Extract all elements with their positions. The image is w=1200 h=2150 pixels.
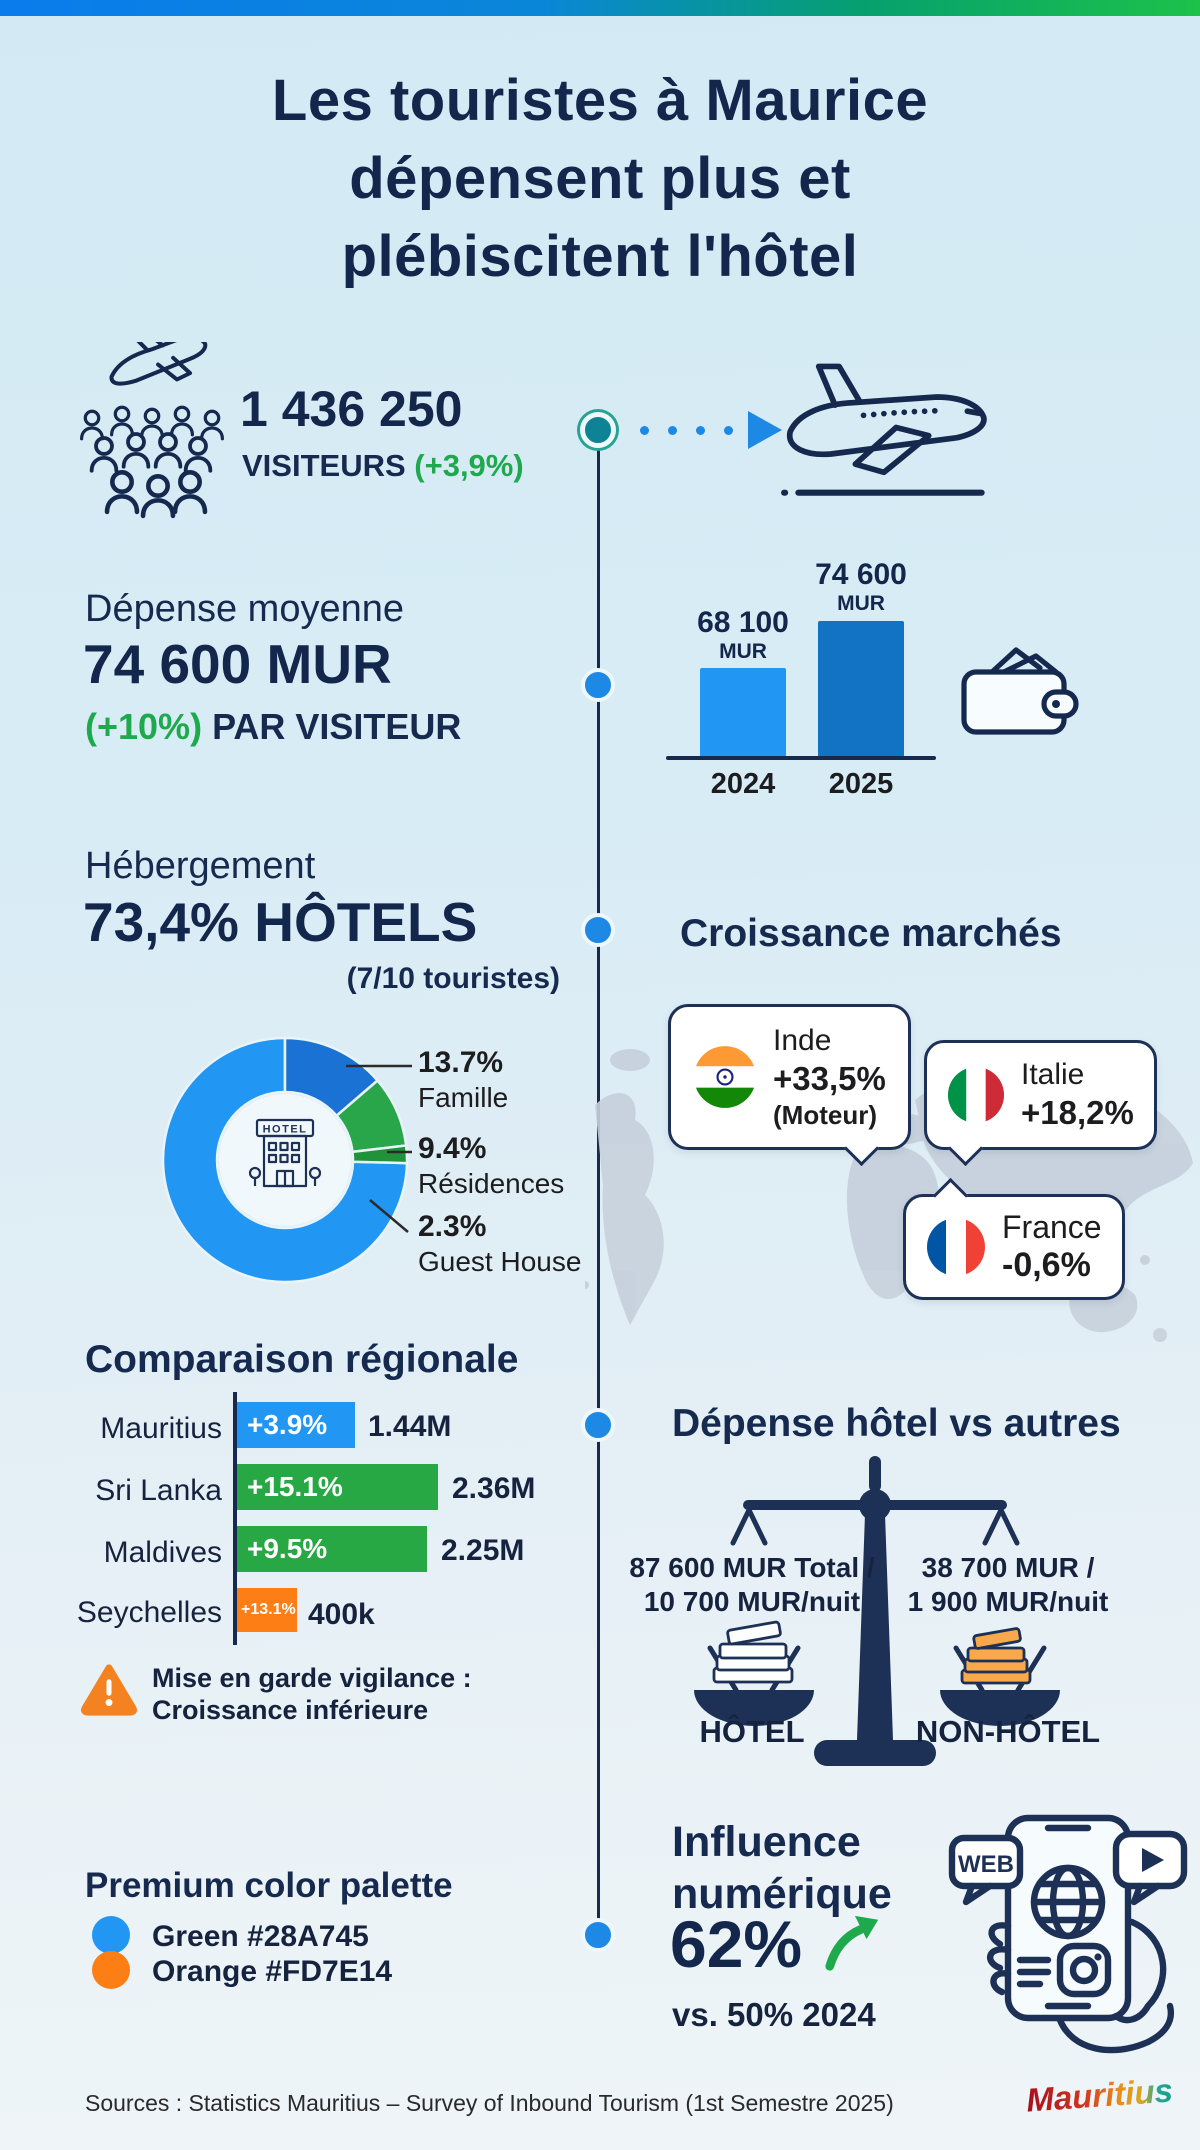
growth-arrow-icon: [822, 1912, 884, 1974]
spend-heading: Dépense moyenne: [85, 588, 404, 630]
bubble-growth: -0,6%: [1002, 1246, 1091, 1284]
mauritius-logo: [1022, 2052, 1192, 2132]
title-line-3: plébiscitent l'hôtel: [341, 224, 859, 289]
scale-left-line1: 87 600 MUR Total /: [629, 1552, 875, 1583]
regional-country: Sri Lanka: [95, 1474, 222, 1507]
market-bubble-france: [903, 1194, 1125, 1300]
regional-bar-maldives: [237, 1526, 427, 1572]
title-line-1: Les touristes à Maurice: [271, 68, 929, 133]
scale-right-line1: 38 700 MUR /: [921, 1552, 1095, 1583]
regional-country: Mauritius: [100, 1412, 222, 1445]
visitor-label-text: VISITEURS: [242, 448, 406, 483]
regional-value: 400k: [308, 1598, 375, 1631]
dotted-path-dot: [668, 426, 677, 435]
scale-left-label: HÔTEL: [699, 1714, 805, 1749]
web-bubble-text: WEB: [958, 1851, 1014, 1878]
crowd-icon: [70, 342, 250, 532]
regional-value: 1.44M: [368, 1410, 452, 1443]
donut-callout-label-famille: Famille: [418, 1082, 509, 1113]
donut-hole: [219, 1094, 351, 1226]
regional-growth: +9.5%: [247, 1533, 328, 1564]
bar-chart-baseline: [666, 756, 936, 760]
scale-heading: Dépense hôtel vs autres: [672, 1402, 1121, 1445]
palette-heading: Premium color palette: [85, 1866, 453, 1905]
bubble-note: (Moteur): [773, 1100, 877, 1130]
palette-swatch-orange: [92, 1951, 130, 1989]
spend-growth-line: [85, 706, 461, 748]
warning-line-1: Mise en garde vigilance :: [152, 1663, 472, 1693]
digital-heading: Influence numérique: [672, 1818, 892, 1918]
regional-bar-mauritius: [237, 1402, 355, 1448]
regional-value: 2.36M: [452, 1472, 536, 1505]
regional-growth: +15.1%: [247, 1471, 343, 1502]
timeline-node-digital: [581, 1918, 615, 1952]
digital-comparison: vs. 50% 2024: [672, 1996, 876, 2033]
bubble-growth: +33,5%: [773, 1060, 886, 1097]
digital-value: 62%: [670, 1907, 803, 1981]
bar-unit-2024: MUR: [719, 640, 767, 663]
market-bubble-india: [668, 1004, 911, 1150]
regional-growth: +13.1%: [241, 1601, 296, 1618]
palette-label-orange: Orange #FD7E14: [152, 1955, 393, 1988]
visitor-label: [242, 448, 524, 484]
donut-callout-pct-guesthouse: 2.3%: [418, 1210, 487, 1243]
warning-line-2: Croissance inférieure: [152, 1695, 429, 1725]
scale-right-line2: 1 900 MUR/nuit: [907, 1586, 1109, 1617]
dotted-path-dot: [640, 426, 649, 435]
phone-hand-icon: [940, 1806, 1196, 2062]
title-line-2: dépensent plus et: [349, 146, 851, 211]
regional-heading: Comparaison régionale: [85, 1338, 519, 1381]
page-title: [0, 62, 1200, 296]
hotel-sign-text: HOTEL: [262, 1123, 308, 1136]
italy-flag-icon: [947, 1066, 1005, 1124]
visitor-growth: (+3,9%): [414, 448, 524, 483]
timeline-node-accommodation: [581, 913, 615, 947]
mauritius-logo-text: Mauritius: [1025, 2071, 1174, 2119]
dotted-path-dot: [696, 426, 705, 435]
arrow-right-icon: [748, 411, 782, 449]
warning-icon: [80, 1662, 138, 1716]
regional-value: 2.25M: [441, 1534, 525, 1567]
bar-value-2025: 74 600: [815, 558, 907, 591]
spend-value: 74 600 MUR: [83, 633, 392, 695]
dotted-path-dot: [724, 426, 733, 435]
timeline-node-regional: [581, 1408, 615, 1442]
bar-year-2024: 2024: [710, 768, 776, 800]
bar-2025: [818, 621, 904, 757]
bar-2024: [700, 668, 786, 757]
bubble-growth: +18,2%: [1021, 1094, 1134, 1131]
sources-text: Sources : Statistics Mauritius – Survey of Inbound Tourism (1st Semestre 2025): [85, 2090, 894, 2116]
donut-callout-pct-residences: 9.4%: [418, 1132, 487, 1165]
timeline-node-visitors: [580, 412, 616, 448]
money-stack-hotel-icon: [714, 1622, 792, 1682]
scale-left-line2: 10 700 MUR/nuit: [643, 1586, 861, 1617]
accommodation-value: 73,4% HÔTELS: [83, 891, 478, 953]
france-flag-icon: [926, 1217, 986, 1277]
timeline-node-spend: [581, 668, 615, 702]
regional-bar-srilanka: [237, 1464, 438, 1510]
regional-country: Seychelles: [76, 1596, 222, 1629]
india-flag-icon: [693, 1045, 757, 1109]
bubble-country: Inde: [773, 1024, 832, 1057]
airplane-icon: [778, 350, 1002, 503]
top-gradient-bar: [0, 0, 1200, 16]
palette-swatch-green: [92, 1916, 130, 1954]
bubble-country: Italie: [1021, 1058, 1085, 1091]
donut-callout-label-guesthouse: Guest House: [418, 1246, 582, 1277]
markets-heading: Croissance marchés: [680, 912, 1062, 955]
donut-callout-label-residences: Résidences: [418, 1168, 565, 1199]
accommodation-heading: Hébergement: [85, 845, 316, 887]
wallet-icon: [956, 640, 1082, 744]
regional-bar-seychelles: [237, 1588, 297, 1632]
regional-country: Maldives: [103, 1536, 222, 1569]
money-stack-nonhotel-icon: [962, 1628, 1030, 1683]
spend-suffix: PAR VISITEUR: [202, 706, 462, 747]
market-bubble-italy: [924, 1040, 1157, 1150]
palette-label-green: Green #28A745: [152, 1920, 369, 1953]
donut-callout-pct-famille: 13.7%: [418, 1046, 504, 1079]
regional-growth: +3.9%: [247, 1409, 328, 1440]
spend-growth: (+10%): [85, 706, 203, 747]
bubble-country: France: [1002, 1209, 1102, 1245]
bar-unit-2025: MUR: [837, 592, 885, 615]
scale-right-label: NON-HÔTEL: [915, 1714, 1101, 1749]
bar-year-2025: 2025: [828, 768, 894, 800]
accommodation-note: (7/10 touristes): [346, 962, 560, 995]
visitor-count: 1 436 250: [240, 381, 463, 437]
bar-value-2024: 68 100: [697, 606, 789, 639]
